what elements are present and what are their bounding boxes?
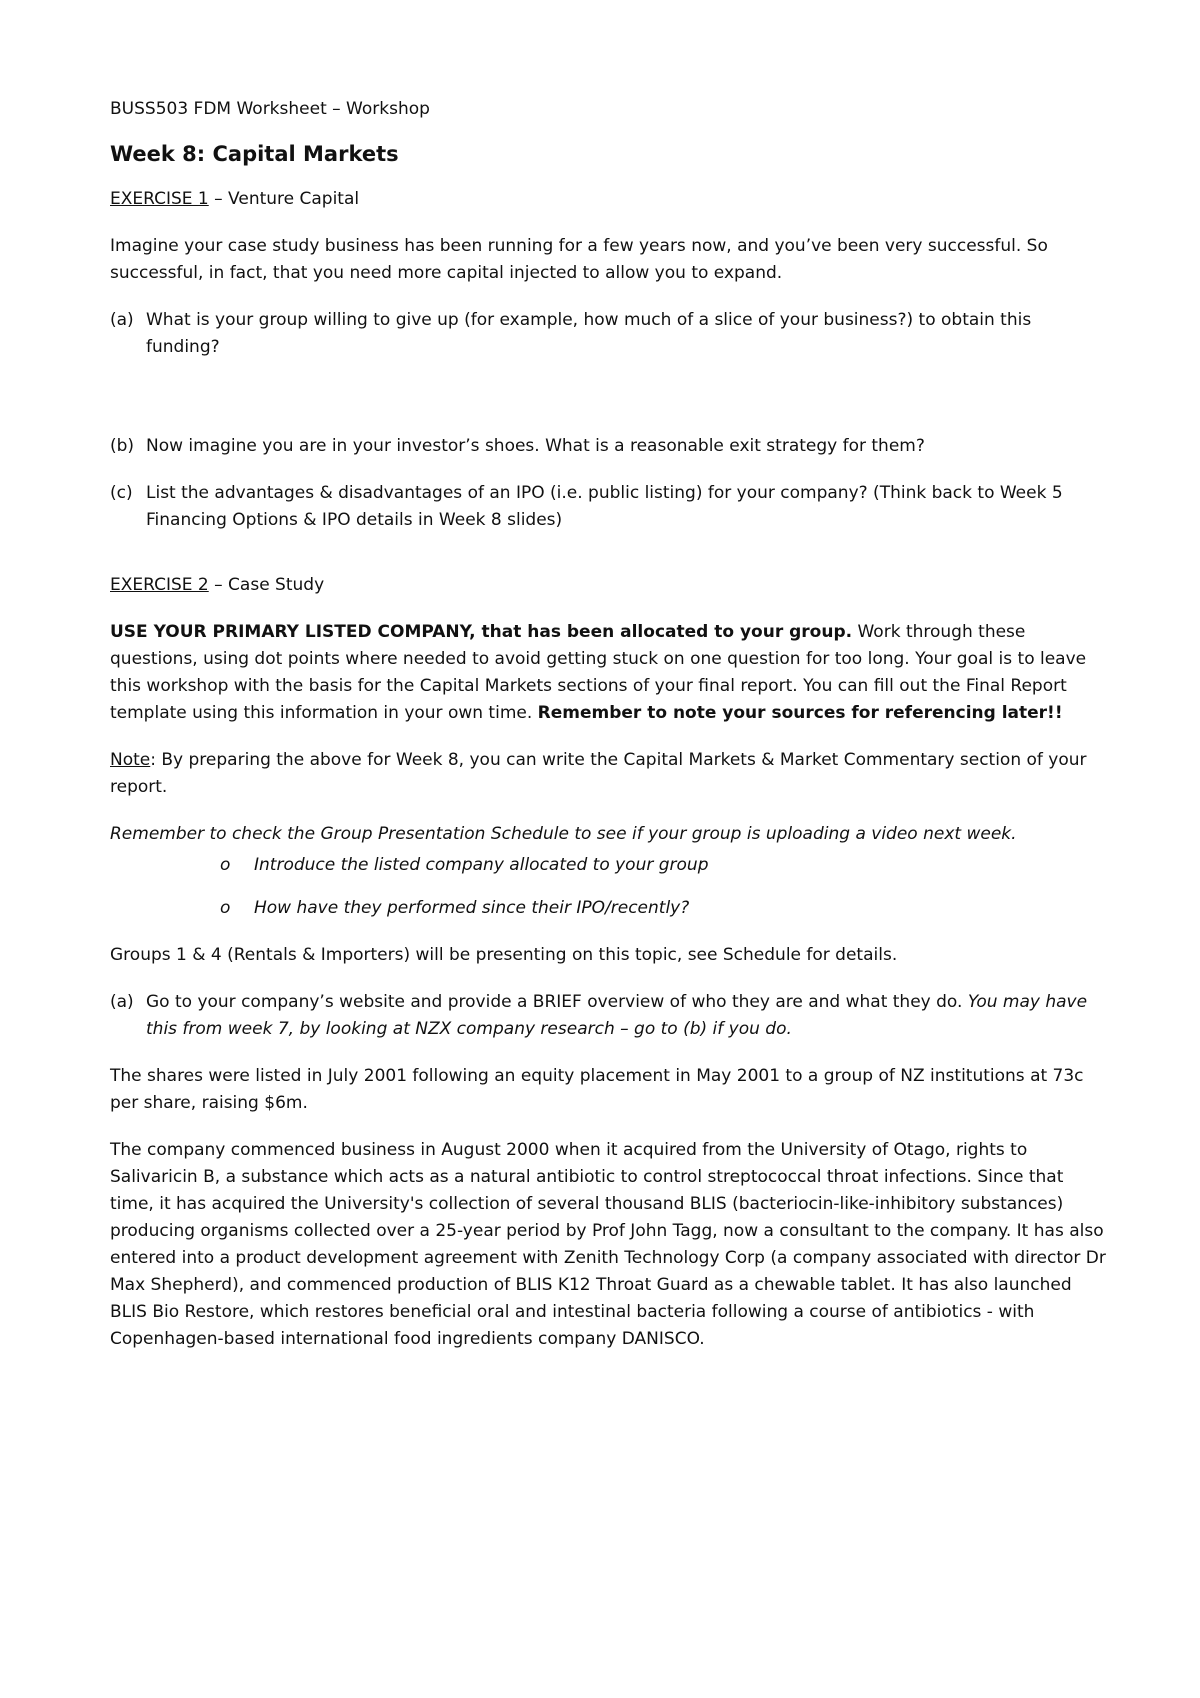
exercise-2-question-a xyxy=(110,989,1110,1043)
exercise-2-title: Case Study xyxy=(228,575,325,595)
question-label: (b) xyxy=(110,436,135,456)
list-item xyxy=(220,895,1110,922)
question-text xyxy=(146,989,1110,1043)
question-label: (a) xyxy=(110,310,134,330)
exercise-1-question-c xyxy=(110,480,1110,534)
note-text: : By preparing the above for Week 8, you can write the Capital Markets & Market Commentary section of your report. xyxy=(110,750,1087,797)
intro-bold-lead: USE YOUR PRIMARY LISTED COMPANY, that has been allocated to your group. xyxy=(110,622,853,642)
intro-bold-reminder: Remember to note your sources for referencing later!! xyxy=(537,703,1063,723)
exercise-2-separator: – xyxy=(208,575,229,595)
exercise-1-separator: – xyxy=(208,189,229,209)
bullet-text: Introduce the listed company allocated to your group xyxy=(254,855,709,875)
bullet-icon: o xyxy=(220,855,231,875)
document-body xyxy=(110,96,1110,1373)
bullet-text: How have they performed since their IPO/recently? xyxy=(254,898,690,918)
question-text: What is your group willing to give up (for example, how much of a slice of your business?) to obtain this funding? xyxy=(146,310,1032,357)
groups-paragraph: Groups 1 & 4 (Rentals & Importers) will be presenting on this topic, see Schedule for details. xyxy=(110,945,898,965)
list-item xyxy=(220,852,1110,879)
exercise-2-heading xyxy=(110,572,1110,599)
question-text: Now imagine you are in your investor’s shoes. What is a reasonable exit strategy for them? xyxy=(146,436,925,456)
intro-body: Work through these questions, using dot points where needed to avoid getting stuck on one question for too long. Your goal is to leave this workshop with the basis for the Capital Markets sections of your final report. You can fill out the Final Report template using this information in your own time. xyxy=(110,622,1087,723)
exercise-2-intro xyxy=(110,619,1110,727)
exercise-1-label: EXERCISE 1 xyxy=(110,189,209,209)
question-label: (a) xyxy=(110,992,134,1012)
note-paragraph xyxy=(110,747,1110,801)
question-label: (c) xyxy=(110,483,133,503)
presentation-reminder: Remember to check the Group Presentation Schedule to see if your group is uploading a video next week. xyxy=(110,824,1017,844)
exercise-1-heading xyxy=(110,186,1110,213)
question-text: List the advantages & disadvantages of an IPO (i.e. public listing) for your company? (Think back to Week 5 Financing Options & IPO details in Week 8 slides) xyxy=(146,483,1063,530)
answer-paragraph-2: The company commenced business in August 2000 when it acquired from the University of Otago, rights to Salivaricin B, a substance which acts as a natural antibiotic to control streptococcal throat infections. Since that time, it has acquired the University's collection of several thousand BLIS (bacteriocin-like-inhibitory substances) producing organisms collected over a 25-year period by Prof John Tagg, now a consultant to the company. It has also entered into a product development agreement with Zenith Technology Corp (a company associated with director Dr Max Shepherd), and commenced production of BLIS K12 Throat Guard as a chewable tablet. It has also launched BLIS Bio Restore, which restores beneficial oral and intestinal bacteria following a course of antibiotics - with Copenhagen-based international food ingredients company DANISCO. xyxy=(110,1140,1106,1349)
exercise-2-label: EXERCISE 2 xyxy=(110,575,209,595)
document-title: BUSS503 FDM Worksheet – Workshop xyxy=(110,99,430,119)
note-label: Note xyxy=(110,750,151,770)
bullet-icon: o xyxy=(220,898,231,918)
question-italic-text: You may have this from week 7, by looking at NZX company research – go to (b) if you do. xyxy=(146,992,1088,1039)
answer-paragraph-1: The shares were listed in July 2001 following an equity placement in May 2001 to a group of NZ institutions at 73c per share, raising $6m. xyxy=(110,1066,1084,1113)
exercise-1-question-b xyxy=(110,433,1110,460)
question-main-text: Go to your company’s website and provide a BRIEF overview of who they are and what they do. xyxy=(146,992,968,1012)
exercise-1-title: Venture Capital xyxy=(228,189,360,209)
exercise-1-intro: Imagine your case study business has been running for a few years now, and you’ve been very successful. So successful, in fact, that you need more capital injected to allow you to expand. xyxy=(110,236,1048,283)
reminder-bullet-list xyxy=(110,852,1110,922)
week-heading: Week 8: Capital Markets xyxy=(110,142,399,166)
exercise-1-question-a xyxy=(110,307,1110,361)
